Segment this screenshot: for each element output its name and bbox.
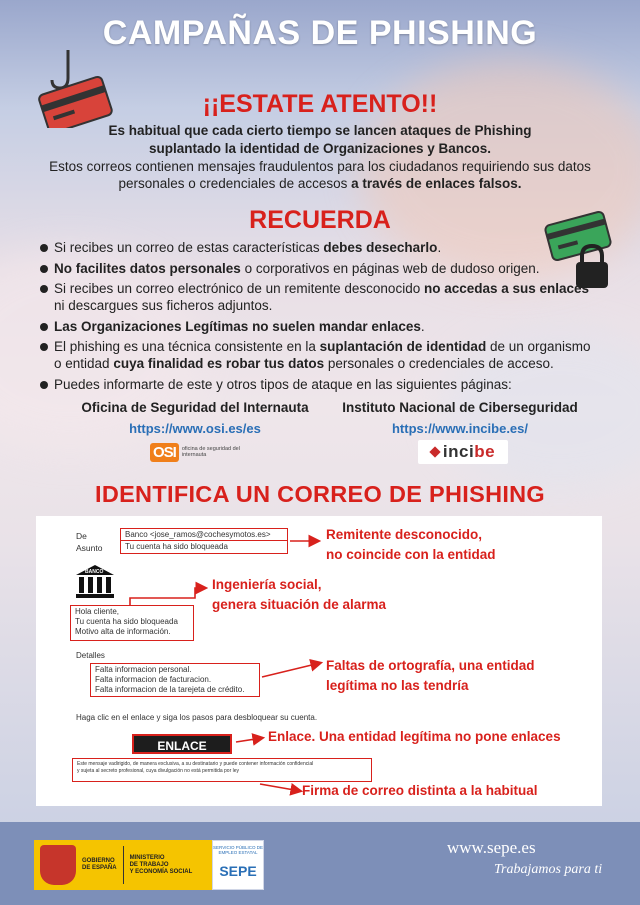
sepe-logo-big: SEPE — [219, 863, 257, 879]
alert-bold-span: a través de enlaces falsos. — [351, 176, 522, 191]
subject-box: Tu cuenta ha sido bloqueada — [120, 541, 288, 554]
annotation-line: Faltas de ortografía, una entidad — [326, 658, 535, 673]
detalles-line: Falta informacion de facturacion. — [95, 675, 212, 684]
item-bold: No facilites datos personales — [54, 260, 241, 276]
item-bold: suplantación de identidad — [319, 339, 487, 354]
item-text: . — [420, 318, 425, 334]
recuerda-heading: RECUERDA — [249, 206, 391, 234]
annotation-faltas — [326, 656, 535, 696]
annotation-line: Ingeniería social, — [212, 577, 322, 592]
ministerio-text — [130, 855, 193, 876]
osi-logo-text: oficina de seguridad del internauta — [181, 446, 240, 458]
annotation-enlace: Enlace. Una entidad legítima no pone enlaces — [268, 729, 561, 744]
instruction-text: Haga clic en el enlace y siga los pasos para desbloquear su cuenta. — [76, 713, 318, 722]
alert-strong-line: Es habitual que cada cierto tiempo se lancen ataques de Phishing — [108, 123, 532, 138]
item-bold: debes desecharlo — [323, 240, 438, 255]
logo-divider — [123, 846, 124, 884]
org-link-osi[interactable]: https://www.osi.es/es — [129, 421, 261, 436]
greeting-box — [70, 605, 194, 641]
asunto-label: Asunto — [76, 543, 103, 553]
osi-logo-mark: OSI — [150, 443, 179, 462]
annotation-line: Remitente desconocido, — [326, 527, 483, 542]
footer-tagline: Trabajamos para ti — [494, 862, 603, 877]
item-text: ni descargues sus ficheros adjuntos. — [54, 298, 273, 313]
signature-line: y sujeta al secreto profesional, cuya divulgación no está permitida por ley — [77, 768, 240, 774]
annotation-firma: Firma de correo distinta a la habitual — [302, 783, 538, 798]
annotation-line: legítima no las tendría — [326, 678, 469, 693]
gov-line: GOBIERNO — [82, 858, 115, 864]
org-name: Instituto Nacional de Ciberseguridad — [342, 400, 578, 415]
item-bold: no accedas a sus enlaces — [423, 281, 590, 296]
incibe-text-b: be — [474, 442, 496, 461]
item-text: Puedes informarte de este y otros tipos de ataque en las siguientes páginas: — [54, 376, 512, 392]
annotation-line: genera situación de alarma — [212, 597, 387, 612]
gobierno-text — [82, 858, 117, 872]
incibe-text-a: inci — [442, 442, 475, 461]
signature-line: Este mensaje vadirigido, de manera exclusiva, a su destinatario y puede contener información confidencial — [77, 761, 314, 767]
item-text: . — [437, 240, 442, 255]
gov-line: DE ESPAÑA — [82, 865, 117, 871]
alert-heading: ¡¡ESTATE ATENTO!! — [202, 90, 438, 118]
ministry-line: MINISTERIO — [129, 854, 165, 861]
sender-box: Banco <jose_ramos@cochesymotos.es> — [120, 528, 288, 541]
identifica-heading: IDENTIFICA UN CORREO DE PHISHING — [94, 481, 546, 507]
sepe-logo — [212, 840, 264, 890]
item-bold: Las Organizaciones Legítimas no suelen mandar enlaces — [54, 318, 421, 334]
item-text: o corporativos en páginas web de dudoso origen. — [240, 260, 540, 276]
enlace-button[interactable]: ENLACE — [132, 734, 232, 754]
detalles-box — [90, 663, 260, 697]
item-text: Si recibes un correo electrónico de un remitente desconocido — [54, 281, 424, 296]
de-label: De — [76, 531, 87, 541]
item-text: personales o credenciales de acceso. — [324, 356, 554, 371]
greeting-line: Hola cliente, — [75, 607, 120, 616]
bank-icon-label: BANCO — [85, 569, 104, 575]
annotation-ingenieria — [212, 575, 386, 615]
page-title: CAMPAÑAS DE PHISHING — [102, 14, 538, 52]
sepe-logo-small: SERVICIO PÚBLICO DE EMPLEO ESTATAL — [213, 845, 263, 855]
detalles-label: Detalles — [76, 651, 105, 660]
greeting-line: Tu cuenta ha sido bloqueada — [75, 617, 178, 626]
alert-strong-line: suplantado la identidad de Organizaciones y Bancos. — [148, 141, 492, 156]
org-link-incibe[interactable]: https://www.incibe.es/ — [391, 421, 529, 436]
item-bold: cuya finalidad es robar tus datos — [113, 356, 325, 371]
footer-url[interactable]: www.sepe.es — [447, 838, 536, 857]
detalles-line: Falta informacion de la tarejeta de crédito. — [95, 685, 245, 694]
annotation-remitente — [326, 525, 496, 565]
coat-of-arms-icon — [40, 845, 76, 885]
detalles-line: Falta informacion personal. — [95, 665, 192, 674]
org-name: Oficina de Seguridad del Internauta — [81, 400, 309, 415]
greeting-line: Motivo alta de información. — [75, 627, 171, 636]
annotation-line: no coincide con la entidad — [326, 547, 496, 562]
item-text: El phishing es una técnica consistente en la — [54, 339, 320, 354]
alert-normal-line: Estos correos contienen mensajes fraudulentos para los ciudadanos requiriendo sus datos personales o credenciales de accesos — [49, 159, 591, 191]
ministry-line: DE TRABAJO — [129, 861, 169, 868]
item-text: Si recibes un correo de estas características — [54, 240, 324, 255]
item-text: de un organismo o entidad — [54, 339, 591, 371]
signature-box — [72, 758, 372, 782]
ministry-line: Y ECONOMÍA SOCIAL — [129, 868, 193, 875]
